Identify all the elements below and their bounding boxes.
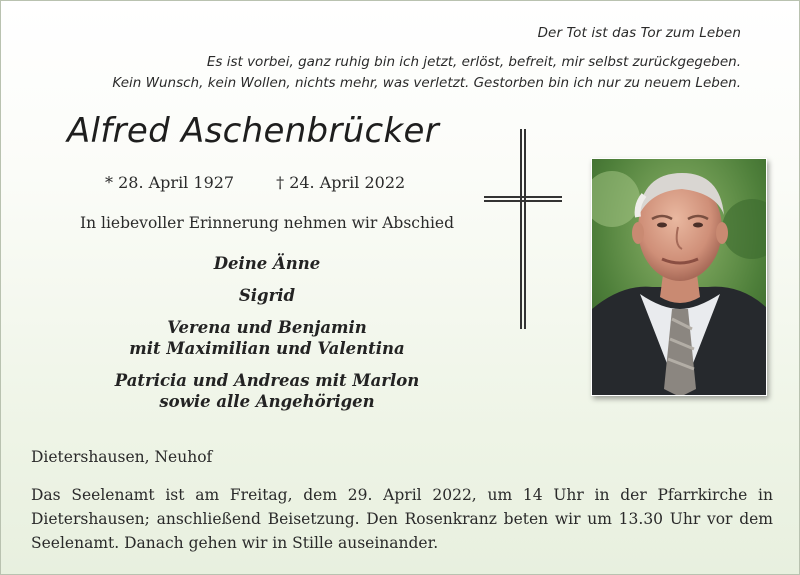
mourner-group	[67, 317, 467, 359]
deceased-name: Alfred Aschenbrücker	[67, 111, 440, 151]
life-dates	[105, 173, 405, 192]
place-line: Dietershausen, Neuhof	[31, 448, 213, 466]
mourner-line: mit Maximilian und Valentina	[129, 339, 405, 358]
mourner-group	[67, 370, 467, 412]
poem-line: Kein Wunsch, kein Wollen, nichts mehr, was verletzt. Gestorben bin ich nur zu neuem Leben.	[112, 75, 741, 91]
birth-date: * 28. April 1927	[105, 173, 235, 192]
mourner-group	[67, 253, 467, 274]
poem	[21, 52, 741, 94]
mourners-list	[67, 253, 467, 423]
poem-line: Es ist vorbei, ganz ruhig bin ich jetzt, erlöst, befreit, mir selbst zurückgegeben.	[206, 54, 741, 70]
mourner-line: Verena und Benjamin	[167, 318, 367, 337]
service-notice: Das Seelenamt ist am Freitag, dem 29. April 2022, um 14 Uhr in der Pfarrkirche in Dietershausen; anschließend Beisetzung. Den Rosenkranz beten wir um 13.30 Uhr vor dem Seelenamt. Danach gehen wir in Stille auseinander.	[31, 486, 773, 552]
mourner-group	[67, 285, 467, 306]
cross-icon	[484, 129, 562, 329]
mourner-line: Deine Änne	[213, 254, 321, 273]
farewell-intro: In liebevoller Erinnerung nehmen wir Abschied	[79, 214, 455, 232]
mourner-line: sowie alle Angehörigen	[159, 392, 375, 411]
motto: Der Tot ist das Tor zum Leben	[537, 25, 741, 41]
death-date: † 24. April 2022	[276, 173, 406, 192]
portrait-photo	[591, 158, 767, 396]
portrait-illustration	[592, 159, 767, 396]
mourner-line: Patricia und Andreas mit Marlon	[114, 371, 420, 390]
mourner-line: Sigrid	[238, 286, 296, 305]
